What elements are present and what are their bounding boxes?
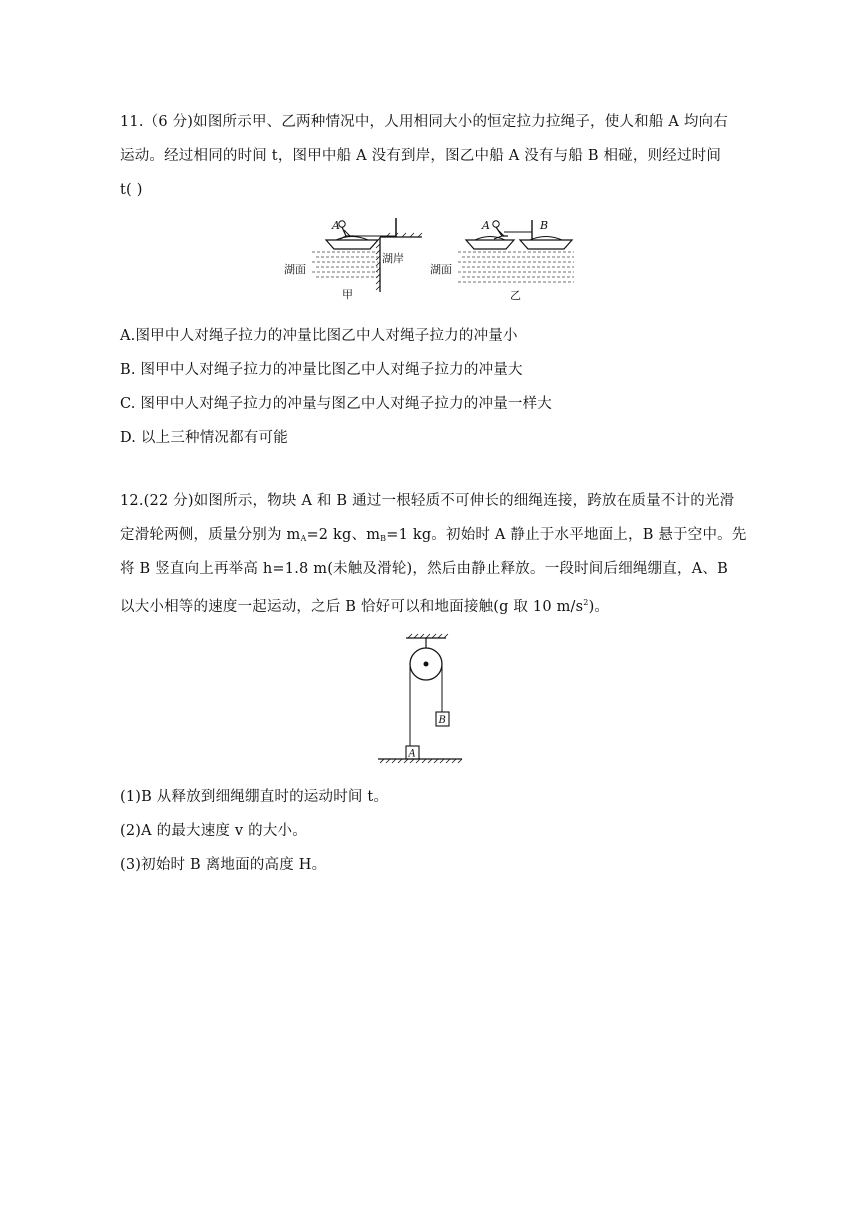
q12-part-3: (3)初始时 B 离地面的高度 H。	[120, 857, 327, 873]
q11-boats-figure	[282, 212, 582, 308]
q11-text-line3: t( )	[120, 182, 143, 198]
q11-text-line2: 运动。经过相同的时间 t，图甲中船 A 没有到岸，图乙中船 A 没有与船 B 相碰，则经过时间	[120, 148, 722, 164]
q12-part-1: (1)B 从释放到细绳绷直时的运动时间 t。	[120, 789, 389, 805]
q12-text-line3: 将 B 竖直向上再举高 h=1.8 m(未触及滑轮)，然后由静止释放。一段时间后细绳绷直，A、B	[120, 561, 728, 577]
q11-option-d: D. 以上三种情况都有可能	[120, 430, 288, 446]
q11-option-b: B. 图甲中人对绳子拉力的冲量比图乙中人对绳子拉力的冲量大	[120, 362, 523, 378]
right-boat-a-label: A	[482, 219, 490, 232]
q11-option-c: C. 图甲中人对绳子拉力的冲量与图乙中人对绳子拉力的冲量一样大	[120, 396, 552, 412]
q12-text-line4: 以大小相等的速度一起运动，之后 B 恰好可以和地面接触(g 取 10 $m/s^2$)。	[120, 598, 610, 615]
q11-option-a: A.图甲中人对绳子拉力的冲量比图乙中人对绳子拉力的冲量小	[120, 328, 518, 344]
q12-pulley-figure	[370, 632, 470, 768]
q11-text-line1: 11.（6 分)如图所示甲、乙两种情况中，人用相同大小的恒定拉力拉绳子，使人和船 A 均向右	[120, 114, 728, 130]
shore-label: 湖岸	[382, 252, 404, 265]
right-boat-b-label: B	[540, 219, 549, 232]
block-b-label: B	[438, 715, 446, 726]
right-caption: 乙	[510, 289, 521, 302]
left-boat-label: A	[332, 219, 340, 232]
q12-text-line1: 12.(22 分)如图所示，物块 A 和 B 通过一根轻质不可伸长的细绳连接，跨放在质量不计的光滑	[120, 493, 735, 509]
left-lake-label: 湖面	[284, 263, 306, 276]
q12-part-2: (2)A 的最大速度 v 的大小。	[120, 823, 307, 839]
q12-text-line2: 定滑轮两侧，质量分别为 $m_A=2$ kg、$m_B=1$ kg。初始时 A 静止于水平地面上，B 悬于空中。先	[120, 527, 747, 543]
block-a-label: A	[408, 748, 416, 760]
right-lake-label: 湖面	[430, 263, 452, 276]
left-caption: 甲	[342, 288, 353, 301]
